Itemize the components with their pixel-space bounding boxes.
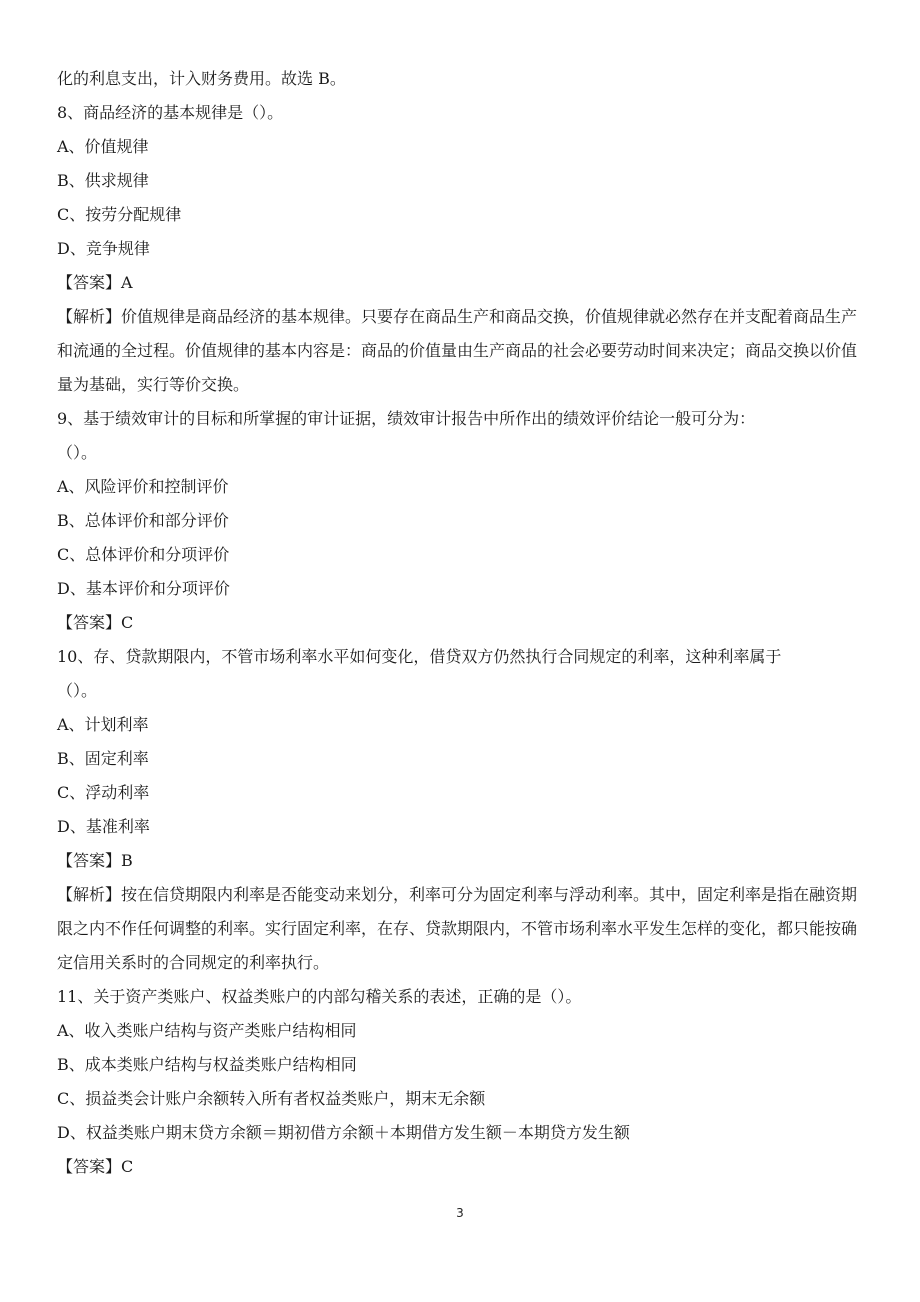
text-line: 化的利息支出，计入财务费用。故选 B。 xyxy=(57,69,346,88)
option-a: A、计划利率 xyxy=(57,715,149,734)
question-10: 10、存、贷款期限内，不管市场利率水平如何变化，借贷双方仍然执行合同规定的利率，这种利率属于 xyxy=(57,647,782,666)
option-c: C、按劳分配规律 xyxy=(57,205,182,224)
question-10-continued: （）。 xyxy=(57,681,98,700)
question-8: 8、商品经济的基本规律是（）。 xyxy=(57,103,284,122)
page-number: 3 xyxy=(456,1206,464,1220)
option-d: D、权益类账户期末贷方余额＝期初借方余额＋本期借方发生额－本期贷方发生额 xyxy=(57,1123,630,1142)
option-b: B、供求规律 xyxy=(57,171,149,190)
explanation: 【解析】价值规律是商品经济的基本规律。只要存在商品生产和商品交换，价值规律就必然存在并支配着商品生产和流通的全过程。价值规律的基本内容是：商品的价值量由生产商品的社会必要劳动时间来决定；商品交换以价值量为基础，实行等价交换。 xyxy=(57,307,858,394)
option-a: A、风险评价和控制评价 xyxy=(57,477,229,496)
option-b: B、总体评价和部分评价 xyxy=(57,511,229,530)
option-b: B、成本类账户结构与权益类账户结构相同 xyxy=(57,1055,357,1074)
option-a: A、价值规律 xyxy=(57,137,149,156)
option-c: C、总体评价和分项评价 xyxy=(57,545,230,564)
answer: 【答案】C xyxy=(57,613,134,632)
explanation: 【解析】按在信贷期限内利率是否能变动来划分，利率可分为固定利率与浮动利率。其中，固定利率是指在融资期限之内不作任何调整的利率。实行固定利率，在存、贷款期限内，不管市场利率水平发生怎样的变化，都只能按确定信用关系时的合同规定的利率执行。 xyxy=(57,885,858,972)
answer: 【答案】C xyxy=(57,1157,134,1176)
question-9: 9、基于绩效审计的目标和所掌握的审计证据，绩效审计报告中所作出的绩效评价结论一般可分为： xyxy=(57,409,756,428)
option-c: C、损益类会计账户余额转入所有者权益类账户，期末无余额 xyxy=(57,1089,486,1108)
question-11: 11、关于资产类账户、权益类账户的内部勾稽关系的表述，正确的是（）。 xyxy=(57,987,582,1006)
option-c: C、浮动利率 xyxy=(57,783,150,802)
answer: 【答案】B xyxy=(57,851,133,870)
question-9-continued: （）。 xyxy=(57,443,98,462)
option-d: D、基本评价和分项评价 xyxy=(57,579,230,598)
answer: 【答案】A xyxy=(57,273,133,292)
option-a: A、收入类账户结构与资产类账户结构相同 xyxy=(57,1021,357,1040)
option-d: D、竞争规律 xyxy=(57,239,150,258)
option-b: B、固定利率 xyxy=(57,749,149,768)
option-d: D、基准利率 xyxy=(57,817,150,836)
document-body xyxy=(57,62,857,1184)
